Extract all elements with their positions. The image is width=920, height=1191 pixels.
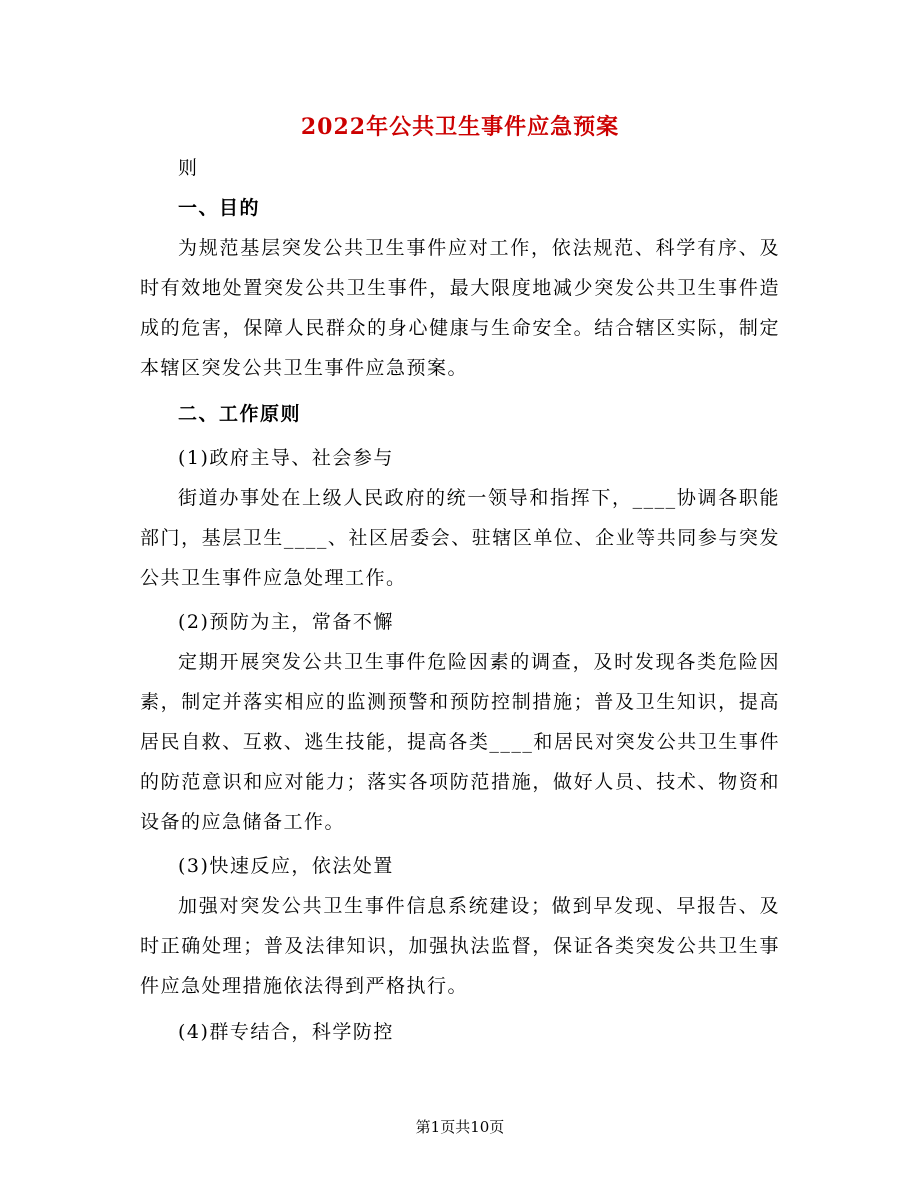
paragraph-principle-3: 加强对突发公共卫生事件信息系统建设；做到早发现、早报告、及时正确处理；普及法律知识，加强执法监督，保证各类突发公共卫生事件应急处理措施依法得到严格执行。 <box>140 895 780 997</box>
paragraph-fragment: 则 <box>178 157 199 179</box>
subheading-principle-4: (4)群专结合，科学防控 <box>178 1021 394 1043</box>
subheading-principle-3: (3)快速反应，依法处置 <box>178 855 394 877</box>
paragraph-purpose: 为规范基层突发公共卫生事件应对工作，依法规范、科学有序、及时有效地处置突发公共卫生事件，最大限度地减少突发公共卫生事件造成的危害，保障人民群众的身心健康与生命安全。结合辖区实际，制定本辖区突发公共卫生事件应急预案。 <box>140 237 780 379</box>
subheading-principle-1: (1)政府主导、社会参与 <box>178 447 394 469</box>
paragraph-principle-2: 定期开展突发公共卫生事件危险因素的调查，及时发现各类危险因素，制定并落实相应的监测预警和预防控制措施；普及卫生知识，提高居民自救、互救、逃生技能，提高各类____和居民对突发公共卫生事件的防范意识和应对能力；落实各项防范措施，做好人员、技术、物资和设备的应急储备工作。 <box>140 651 780 833</box>
document-body <box>140 148 780 1052</box>
paragraph-principle-1: 街道办事处在上级人民政府的统一领导和指挥下，____协调各职能部门，基层卫生____、社区居委会、驻辖区单位、企业等共同参与突发公共卫生事件应急处理工作。 <box>140 487 780 589</box>
section-heading-purpose: 一、目的 <box>178 197 261 219</box>
page-footer: 第1页共10页 <box>415 1118 505 1136</box>
section-heading-principles: 二、工作原则 <box>178 403 302 425</box>
document-title: 2022年公共卫生事件应急预案 <box>300 114 620 140</box>
subheading-principle-2: (2)预防为主，常备不懈 <box>178 611 394 633</box>
